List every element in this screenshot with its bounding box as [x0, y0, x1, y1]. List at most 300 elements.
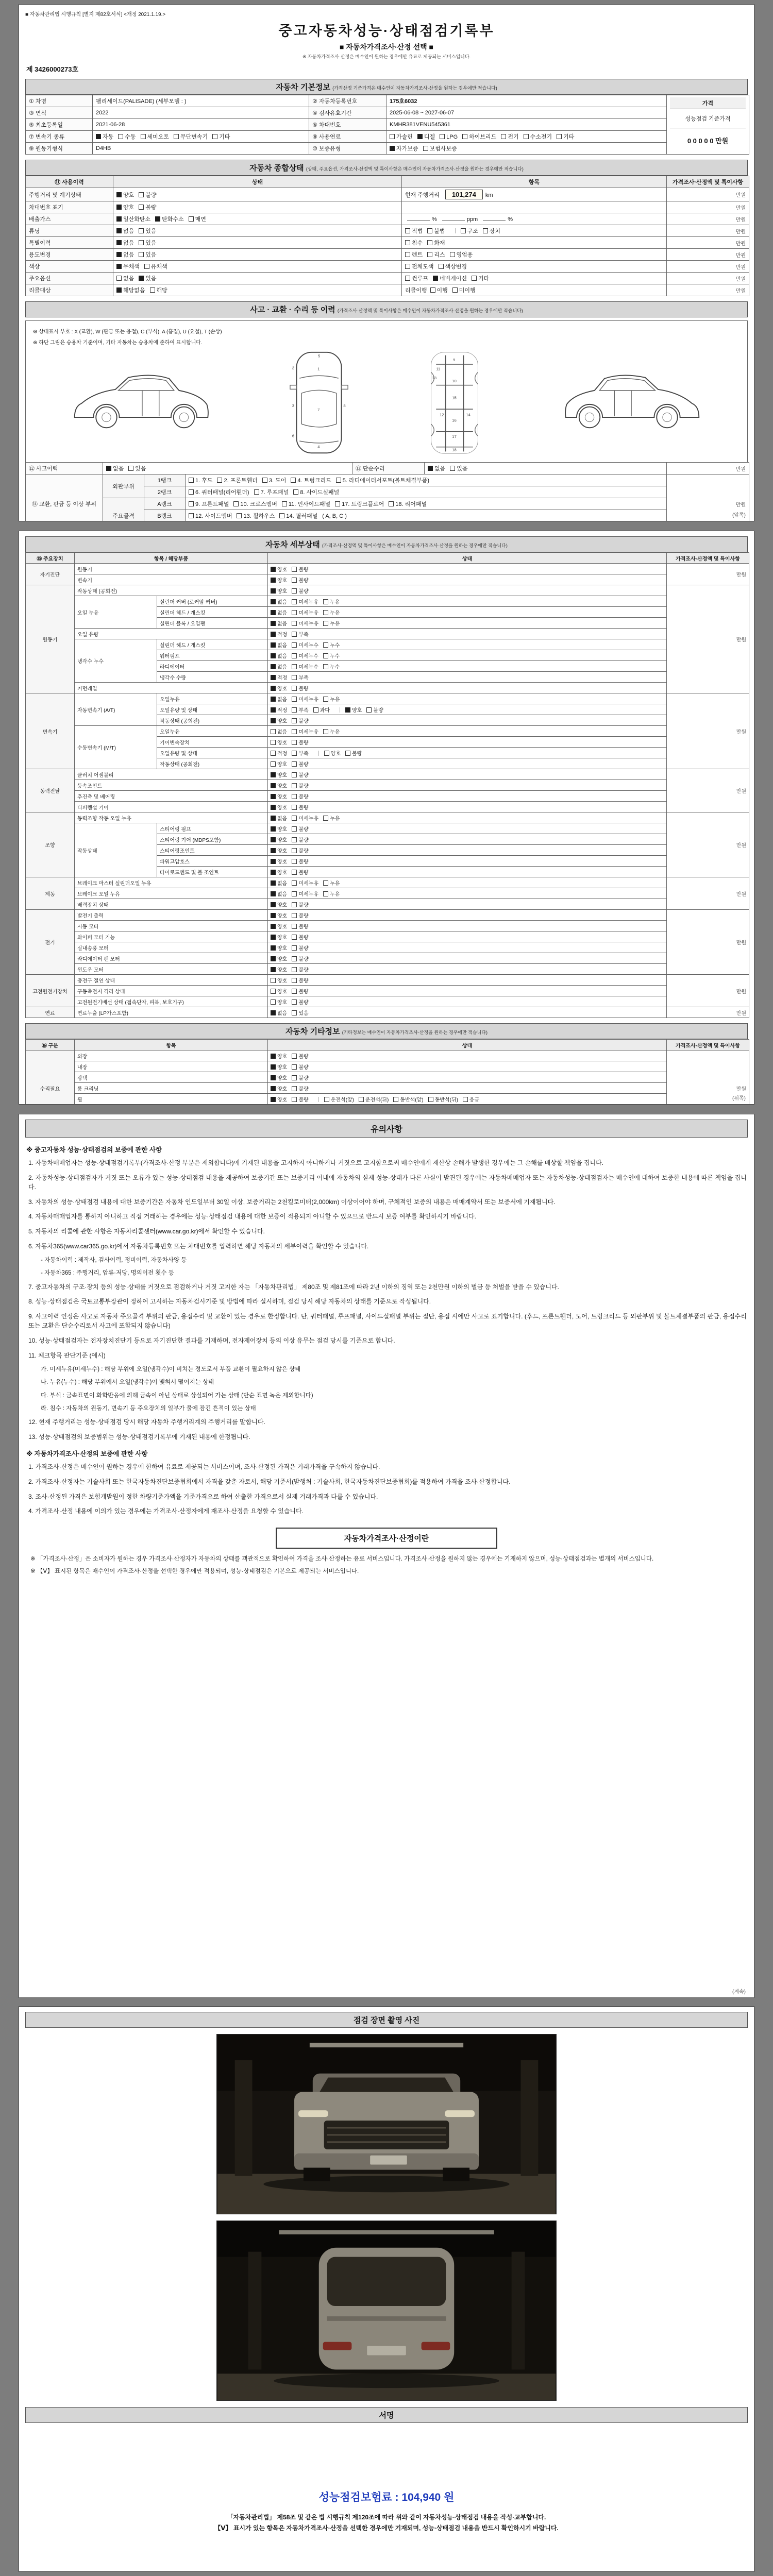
checkbox-box[interactable] — [335, 501, 340, 506]
checkbox-box[interactable] — [427, 252, 432, 257]
checkbox-box[interactable] — [292, 794, 297, 799]
checkbox-box[interactable] — [271, 578, 276, 583]
checkbox-box[interactable] — [427, 240, 432, 245]
checkbox-box[interactable] — [271, 870, 276, 875]
checkbox-누유[interactable] — [323, 890, 340, 897]
checkbox-box[interactable] — [313, 707, 318, 713]
checkbox-2. 프론트휀더[interactable] — [217, 476, 257, 484]
checkbox-없음[interactable] — [271, 663, 287, 670]
checkbox-동반석(앞)[interactable] — [393, 1095, 423, 1103]
checkbox-불량[interactable] — [292, 717, 308, 724]
checkbox-미세누유[interactable] — [292, 890, 318, 897]
checkbox-부족[interactable] — [292, 630, 308, 638]
checkbox-17. 트렁크플로어[interactable] — [335, 500, 384, 508]
checkbox-box[interactable] — [271, 675, 276, 680]
checkbox-7. 루프패널[interactable] — [254, 488, 289, 496]
checkbox-box[interactable] — [428, 1097, 433, 1102]
checkbox-box[interactable] — [324, 1097, 329, 1102]
checkbox-box[interactable] — [155, 216, 160, 222]
checkbox-box[interactable] — [390, 134, 395, 139]
checkbox-box[interactable] — [116, 192, 122, 197]
checkbox-수소전기[interactable] — [524, 132, 552, 141]
checkbox-box[interactable] — [501, 134, 506, 139]
checkbox-box[interactable] — [271, 783, 276, 788]
checkbox-box[interactable] — [393, 1097, 398, 1102]
checkbox-화재[interactable] — [427, 239, 445, 247]
checkbox-없음[interactable] — [106, 464, 124, 472]
checkbox-box[interactable] — [139, 228, 144, 233]
checkbox-box[interactable] — [139, 252, 144, 257]
checkbox-box[interactable] — [292, 653, 297, 658]
checkbox-box[interactable] — [462, 134, 467, 139]
checkbox-기타[interactable] — [212, 132, 230, 141]
checkbox-box[interactable] — [292, 610, 297, 615]
checkbox-부족[interactable] — [292, 706, 308, 714]
checkbox-box[interactable] — [452, 287, 458, 293]
checkbox-양호[interactable] — [271, 911, 287, 919]
checkbox-box[interactable] — [292, 978, 297, 983]
checkbox-box[interactable] — [116, 205, 122, 210]
checkbox-box[interactable] — [96, 134, 101, 139]
checkbox-box[interactable] — [233, 501, 239, 506]
checkbox-양호[interactable] — [271, 1095, 287, 1103]
checkbox-box[interactable] — [405, 228, 410, 233]
checkbox-box[interactable] — [116, 252, 122, 257]
checkbox-누유[interactable] — [323, 608, 340, 616]
checkbox-유채색[interactable] — [144, 262, 167, 270]
checkbox-응급[interactable] — [463, 1095, 479, 1103]
checkbox-box[interactable] — [282, 501, 287, 506]
checkbox-무단변속기[interactable] — [174, 132, 208, 141]
checkbox-네비게이션[interactable] — [433, 274, 467, 282]
checkbox-box[interactable] — [116, 287, 122, 293]
checkbox-불량[interactable] — [292, 587, 308, 595]
checkbox-전기[interactable] — [501, 132, 518, 141]
checkbox-box[interactable] — [212, 134, 217, 139]
checkbox-box[interactable] — [292, 621, 297, 626]
checkbox-box[interactable] — [271, 945, 276, 951]
checkbox-box[interactable] — [271, 1054, 276, 1059]
checkbox-box[interactable] — [292, 935, 297, 940]
checkbox-양호[interactable] — [271, 717, 287, 724]
checkbox-있음[interactable] — [128, 464, 146, 472]
checkbox-없음[interactable] — [271, 619, 287, 627]
checkbox-하이브리드[interactable] — [462, 132, 496, 141]
checkbox-box[interactable] — [271, 924, 276, 929]
checkbox-box[interactable] — [139, 276, 144, 281]
checkbox-누수[interactable] — [323, 652, 340, 659]
checkbox-해당없음[interactable] — [116, 286, 145, 294]
checkbox-적정[interactable] — [271, 673, 287, 681]
checkbox-양호[interactable] — [271, 922, 287, 930]
checkbox-box[interactable] — [271, 567, 276, 572]
checkbox-불량[interactable] — [292, 944, 308, 952]
checkbox-box[interactable] — [292, 880, 297, 886]
checkbox-기타[interactable] — [472, 274, 489, 282]
checkbox-불량[interactable] — [292, 760, 308, 768]
checkbox-box[interactable] — [366, 707, 372, 713]
checkbox-적정[interactable] — [271, 630, 287, 638]
checkbox-box[interactable] — [271, 707, 276, 713]
checkbox-있음[interactable] — [139, 227, 156, 235]
checkbox-box[interactable] — [271, 967, 276, 972]
checkbox-양호[interactable] — [271, 803, 287, 811]
checkbox-box[interactable] — [189, 478, 194, 483]
checkbox-불량[interactable] — [292, 1084, 308, 1092]
checkbox-box[interactable] — [150, 287, 155, 293]
checkbox-양호[interactable] — [271, 738, 287, 746]
checkbox-누유[interactable] — [323, 727, 340, 735]
checkbox-양호[interactable] — [271, 587, 287, 595]
checkbox-양호[interactable] — [271, 987, 287, 995]
checkbox-없음[interactable] — [271, 598, 287, 605]
checkbox-양호[interactable] — [271, 576, 287, 584]
checkbox-누유[interactable] — [323, 879, 340, 887]
checkbox-box[interactable] — [292, 1010, 297, 1015]
checkbox-없음[interactable] — [271, 814, 287, 822]
checkbox-3. 도어[interactable] — [262, 476, 286, 484]
checkbox-box[interactable] — [271, 902, 276, 907]
checkbox-box[interactable] — [323, 621, 328, 626]
checkbox-box[interactable] — [271, 621, 276, 626]
checkbox-5. 라디에이터서포트(볼트체결부품)[interactable] — [336, 476, 429, 484]
checkbox-양호[interactable] — [271, 1084, 287, 1092]
checkbox-box[interactable] — [292, 848, 297, 853]
checkbox-box[interactable] — [430, 287, 435, 293]
checkbox-box[interactable] — [463, 1097, 468, 1102]
checkbox-불량[interactable] — [292, 846, 308, 854]
checkbox-불량[interactable] — [292, 998, 308, 1006]
checkbox-box[interactable] — [450, 466, 455, 471]
checkbox-box[interactable] — [271, 761, 276, 767]
checkbox-미세누유[interactable] — [292, 619, 318, 627]
checkbox-box[interactable] — [271, 999, 276, 1005]
checkbox-가솔린[interactable] — [390, 132, 413, 141]
checkbox-불량[interactable] — [292, 1074, 308, 1081]
checkbox-없음[interactable] — [271, 879, 287, 887]
checkbox-box[interactable] — [405, 264, 410, 269]
checkbox-box[interactable] — [271, 751, 276, 756]
checkbox-box[interactable] — [405, 276, 410, 281]
checkbox-적정[interactable] — [271, 706, 287, 714]
checkbox-box[interactable] — [271, 729, 276, 734]
checkbox-box[interactable] — [271, 610, 276, 615]
checkbox-box[interactable] — [254, 489, 259, 495]
checkbox-미세누유[interactable] — [292, 608, 318, 616]
checkbox-box[interactable] — [336, 478, 341, 483]
checkbox-불량[interactable] — [292, 738, 308, 746]
checkbox-box[interactable] — [292, 870, 297, 875]
checkbox-양호[interactable] — [271, 1052, 287, 1060]
checkbox-box[interactable] — [323, 891, 328, 896]
checkbox-box[interactable] — [189, 513, 194, 518]
checkbox-box[interactable] — [271, 664, 276, 669]
checkbox-없음[interactable] — [271, 608, 287, 616]
checkbox-9. 프론트패널[interactable] — [189, 500, 229, 508]
checkbox-box[interactable] — [291, 478, 296, 483]
checkbox-box[interactable] — [292, 718, 297, 723]
checkbox-box[interactable] — [323, 880, 328, 886]
checkbox-썬루프[interactable] — [405, 274, 428, 282]
checkbox-box[interactable] — [271, 837, 276, 842]
checkbox-세미오토[interactable] — [141, 132, 170, 141]
checkbox-미세누유[interactable] — [292, 598, 318, 605]
checkbox-없음[interactable] — [271, 1009, 287, 1016]
checkbox-리스[interactable] — [427, 250, 445, 259]
checkbox-양호[interactable] — [271, 857, 287, 865]
checkbox-box[interactable] — [271, 935, 276, 940]
checkbox-불량[interactable] — [292, 1063, 308, 1071]
checkbox-불량[interactable] — [292, 1052, 308, 1060]
checkbox-있음[interactable] — [292, 1009, 308, 1016]
checkbox-box[interactable] — [116, 264, 122, 269]
checkbox-없음[interactable] — [116, 227, 134, 235]
checkbox-불량[interactable] — [292, 836, 308, 843]
checkbox-box[interactable] — [292, 1086, 297, 1091]
checkbox-불량[interactable] — [366, 706, 383, 714]
checkbox-box[interactable] — [139, 192, 144, 197]
checkbox-box[interactable] — [292, 578, 297, 583]
checkbox-불량[interactable] — [292, 955, 308, 962]
checkbox-box[interactable] — [292, 675, 297, 680]
checkbox-box[interactable] — [271, 805, 276, 810]
checkbox-box[interactable] — [292, 729, 297, 734]
checkbox-양호[interactable] — [271, 760, 287, 768]
checkbox-box[interactable] — [116, 216, 122, 222]
checkbox-box[interactable] — [271, 599, 276, 604]
checkbox-4. 트렁크리드[interactable] — [291, 476, 331, 484]
checkbox-있음[interactable] — [450, 464, 467, 472]
checkbox-box[interactable] — [292, 686, 297, 691]
checkbox-box[interactable] — [323, 599, 328, 604]
checkbox-불량[interactable] — [292, 901, 308, 908]
checkbox-box[interactable] — [292, 999, 297, 1005]
checkbox-box[interactable] — [262, 478, 267, 483]
checkbox-box[interactable] — [271, 1075, 276, 1080]
checkbox-미세누유[interactable] — [292, 879, 318, 887]
checkbox-box[interactable] — [271, 642, 276, 648]
checkbox-box[interactable] — [116, 228, 122, 233]
checkbox-box[interactable] — [483, 228, 488, 233]
checkbox-양호[interactable] — [271, 825, 287, 833]
checkbox-box[interactable] — [237, 513, 242, 518]
checkbox-기타[interactable] — [557, 132, 574, 141]
checkbox-동반석(뒤)[interactable] — [428, 1095, 458, 1103]
checkbox-6. 쿼터패널(리어휀더)[interactable] — [189, 488, 249, 496]
checkbox-box[interactable] — [323, 664, 328, 669]
checkbox-box[interactable] — [405, 252, 410, 257]
checkbox-없음[interactable] — [428, 464, 445, 472]
checkbox-box[interactable] — [189, 216, 194, 222]
checkbox-양호[interactable] — [116, 203, 134, 211]
checkbox-box[interactable] — [144, 264, 149, 269]
checkbox-전체도색[interactable] — [405, 262, 434, 270]
checkbox-불량[interactable] — [292, 792, 308, 800]
checkbox-box[interactable] — [324, 751, 329, 756]
checkbox-있음[interactable] — [139, 274, 156, 282]
checkbox-box[interactable] — [292, 816, 297, 821]
checkbox-양호[interactable] — [345, 706, 362, 714]
checkbox-양호[interactable] — [271, 782, 287, 789]
checkbox-부족[interactable] — [292, 673, 308, 681]
checkbox-box[interactable] — [271, 794, 276, 799]
checkbox-box[interactable] — [271, 653, 276, 658]
checkbox-무채색[interactable] — [116, 262, 140, 270]
checkbox-운전석(뒤)[interactable] — [359, 1095, 389, 1103]
checkbox-1. 후드[interactable] — [189, 476, 212, 484]
checkbox-box[interactable] — [217, 478, 222, 483]
checkbox-box[interactable] — [141, 134, 146, 139]
checkbox-양호[interactable] — [324, 749, 341, 757]
checkbox-일산화탄소[interactable] — [116, 215, 150, 223]
checkbox-없음[interactable] — [271, 727, 287, 735]
checkbox-box[interactable] — [116, 276, 122, 281]
checkbox-불량[interactable] — [292, 576, 308, 584]
checkbox-box[interactable] — [292, 751, 297, 756]
checkbox-미세누유[interactable] — [292, 814, 318, 822]
checkbox-box[interactable] — [139, 240, 144, 245]
checkbox-box[interactable] — [323, 653, 328, 658]
checkbox-불법[interactable] — [427, 227, 445, 235]
checkbox-box[interactable] — [271, 697, 276, 702]
checkbox-box[interactable] — [271, 772, 276, 777]
checkbox-box[interactable] — [292, 1064, 297, 1070]
checkbox-box[interactable] — [292, 1054, 297, 1059]
checkbox-양호[interactable] — [271, 684, 287, 692]
checkbox-불량[interactable] — [292, 803, 308, 811]
checkbox-box[interactable] — [271, 989, 276, 994]
checkbox-box[interactable] — [139, 205, 144, 210]
checkbox-box[interactable] — [292, 707, 297, 713]
checkbox-box[interactable] — [292, 956, 297, 961]
checkbox-해당[interactable] — [150, 286, 167, 294]
checkbox-장치[interactable] — [483, 227, 500, 235]
checkbox-없음[interactable] — [116, 274, 134, 282]
checkbox-누유[interactable] — [323, 695, 340, 703]
checkbox-양호[interactable] — [271, 965, 287, 973]
checkbox-box[interactable] — [450, 252, 455, 257]
checkbox-box[interactable] — [271, 686, 276, 691]
checkbox-box[interactable] — [116, 240, 122, 245]
checkbox-box[interactable] — [292, 664, 297, 669]
checkbox-불량[interactable] — [139, 191, 156, 199]
checkbox-불량[interactable] — [292, 565, 308, 573]
checkbox-미세누수[interactable] — [292, 663, 318, 670]
checkbox-box[interactable] — [189, 501, 194, 506]
checkbox-10. 크로스멤버[interactable] — [233, 500, 277, 508]
checkbox-box[interactable] — [292, 632, 297, 637]
checkbox-LPG[interactable] — [440, 134, 458, 140]
checkbox-없음[interactable] — [271, 890, 287, 897]
checkbox-box[interactable] — [557, 134, 562, 139]
checkbox-box[interactable] — [271, 588, 276, 594]
checkbox-box[interactable] — [106, 466, 111, 471]
checkbox-양호[interactable] — [271, 976, 287, 984]
checkbox-box[interactable] — [271, 880, 276, 886]
checkbox-box[interactable] — [323, 697, 328, 702]
checkbox-box[interactable] — [271, 718, 276, 723]
checkbox-불량[interactable] — [292, 987, 308, 995]
checkbox-box[interactable] — [271, 1064, 276, 1070]
checkbox-box[interactable] — [345, 707, 350, 713]
checkbox-미세누유[interactable] — [292, 695, 318, 703]
checkbox-디젤[interactable] — [417, 132, 435, 141]
checkbox-box[interactable] — [292, 783, 297, 788]
checkbox-과다[interactable] — [313, 706, 330, 714]
checkbox-box[interactable] — [359, 1097, 364, 1102]
checkbox-box[interactable] — [292, 924, 297, 929]
checkbox-box[interactable] — [292, 826, 297, 832]
checkbox-box[interactable] — [323, 729, 328, 734]
checkbox-box[interactable] — [271, 978, 276, 983]
checkbox-box[interactable] — [292, 902, 297, 907]
checkbox-box[interactable] — [292, 989, 297, 994]
checkbox-box[interactable] — [417, 134, 423, 139]
checkbox-운전석(앞)[interactable] — [324, 1095, 354, 1103]
checkbox-양호[interactable] — [271, 1074, 287, 1081]
checkbox-box[interactable] — [389, 501, 394, 506]
checkbox-box[interactable] — [323, 816, 328, 821]
checkbox-영업용[interactable] — [450, 250, 473, 259]
checkbox-box[interactable] — [271, 1086, 276, 1091]
checkbox-box[interactable] — [271, 826, 276, 832]
checkbox-box[interactable] — [439, 264, 444, 269]
checkbox-box[interactable] — [292, 913, 297, 918]
checkbox-box[interactable] — [271, 859, 276, 864]
checkbox-box[interactable] — [390, 146, 395, 151]
checkbox-box[interactable] — [292, 805, 297, 810]
checkbox-box[interactable] — [472, 276, 477, 281]
checkbox-없음[interactable] — [116, 250, 134, 259]
checkbox-없음[interactable] — [116, 239, 134, 247]
checkbox-이행[interactable] — [430, 286, 448, 294]
checkbox-양호[interactable] — [271, 944, 287, 952]
checkbox-13. 휠하우스[interactable] — [237, 512, 275, 520]
checkbox-11. 인사이드패널[interactable] — [282, 500, 330, 508]
checkbox-box[interactable] — [292, 740, 297, 745]
checkbox-불량[interactable] — [292, 933, 308, 941]
checkbox-box[interactable] — [292, 891, 297, 896]
checkbox-보험사보증[interactable] — [423, 144, 457, 152]
checkbox-8. 사이드실패널[interactable] — [293, 488, 339, 496]
checkbox-불량[interactable] — [292, 684, 308, 692]
checkbox-양호[interactable] — [271, 933, 287, 941]
checkbox-box[interactable] — [271, 740, 276, 745]
checkbox-box[interactable] — [271, 956, 276, 961]
checkbox-box[interactable] — [271, 816, 276, 821]
checkbox-미세누수[interactable] — [292, 652, 318, 659]
checkbox-양호[interactable] — [271, 771, 287, 778]
checkbox-box[interactable] — [440, 134, 445, 139]
checkbox-box[interactable] — [524, 134, 529, 139]
checkbox-box[interactable] — [292, 1097, 297, 1102]
checkbox-양호[interactable] — [271, 868, 287, 876]
checkbox-미세누유[interactable] — [292, 727, 318, 735]
checkbox-양호[interactable] — [271, 565, 287, 573]
checkbox-box[interactable] — [292, 642, 297, 648]
checkbox-있음[interactable] — [139, 250, 156, 259]
checkbox-누유[interactable] — [323, 619, 340, 627]
checkbox-미세누수[interactable] — [292, 641, 318, 649]
checkbox-box[interactable] — [271, 913, 276, 918]
checkbox-box[interactable] — [292, 837, 297, 842]
checkbox-불량[interactable] — [292, 976, 308, 984]
checkbox-box[interactable] — [271, 891, 276, 896]
checkbox-box[interactable] — [293, 489, 298, 495]
checkbox-box[interactable] — [323, 642, 328, 648]
checkbox-양호[interactable] — [271, 998, 287, 1006]
checkbox-box[interactable] — [271, 1097, 276, 1102]
